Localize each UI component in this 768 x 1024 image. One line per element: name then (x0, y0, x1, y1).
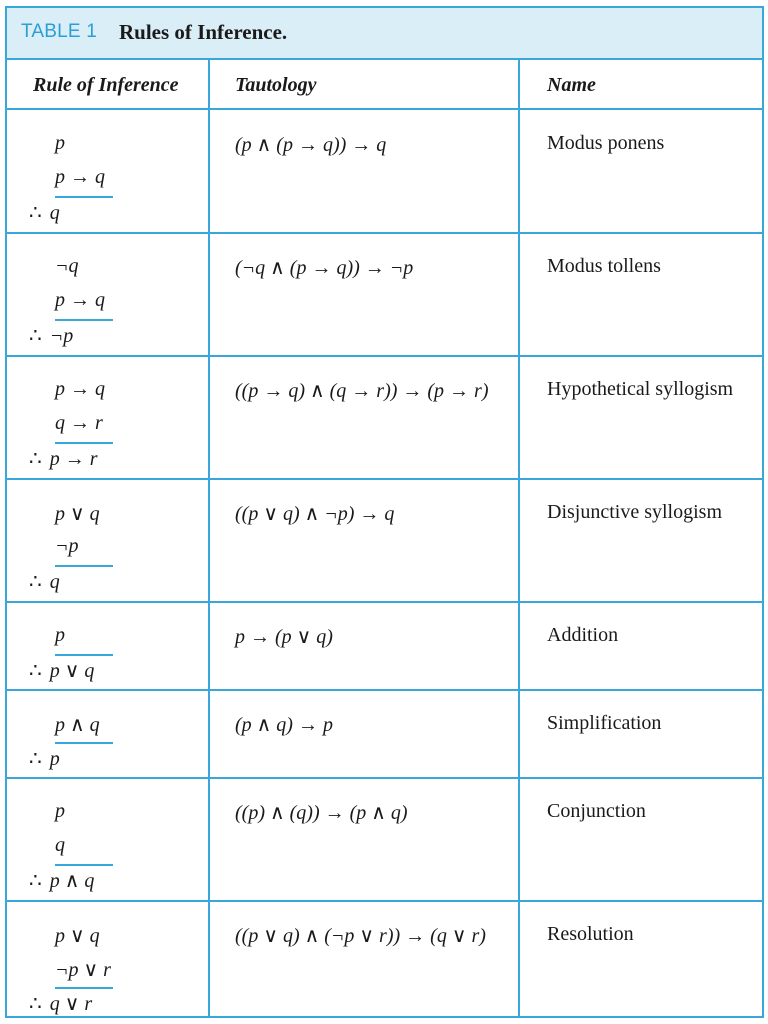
tautology: ((p ∨ q) ∧ ¬p) → q (235, 503, 395, 525)
column-header-rule: Rule of Inference (33, 74, 179, 96)
conclusion-text: p ∧ q (49, 870, 95, 892)
premise: p ∨ q (55, 925, 100, 947)
premise: ¬p (55, 535, 79, 557)
inference-line (55, 864, 113, 866)
tautology: ((p → q) ∧ (q → r)) → (p → r) (235, 380, 489, 402)
inference-line (55, 196, 113, 198)
row-divider (7, 355, 762, 357)
column-header-tautology: Tautology (235, 74, 317, 96)
table-row (7, 479, 762, 602)
inference-line (55, 442, 113, 444)
premise: p → q (55, 166, 105, 188)
table-title-bar (7, 8, 762, 60)
table-row (7, 110, 762, 233)
row-divider (7, 689, 762, 691)
therefore-symbol: ∴ (29, 748, 42, 770)
conclusion-text: q (49, 202, 60, 224)
rule-name: Resolution (547, 923, 634, 945)
conclusion-text: ¬p (49, 325, 74, 347)
conclusion (29, 991, 92, 1016)
tautology: (p ∧ q) → p (235, 714, 333, 736)
therefore-symbol: ∴ (29, 202, 42, 224)
premise: p ∨ q (55, 503, 100, 525)
tautology: ((p) ∧ (q)) → (p ∧ q) (235, 802, 408, 824)
premise: ¬q (55, 255, 79, 277)
conclusion (29, 868, 94, 893)
premise: p (55, 624, 65, 646)
table-row (7, 233, 762, 356)
rule-name: Simplification (547, 712, 662, 734)
premise: p (55, 132, 65, 154)
conclusion-text: q (49, 571, 60, 593)
table-row (7, 602, 762, 690)
table-row (7, 690, 762, 778)
conclusion (29, 323, 73, 348)
premise: ¬p ∨ r (55, 959, 111, 981)
premise: p ∧ q (55, 714, 100, 736)
therefore-symbol: ∴ (29, 325, 42, 347)
row-divider (7, 478, 762, 480)
rules-of-inference-table (5, 6, 764, 1018)
table-number-label: TABLE 1 (21, 21, 98, 42)
table-title: Rules of Inference. (119, 20, 288, 44)
conclusion-text: p ∨ q (49, 660, 95, 682)
conclusion (29, 446, 98, 471)
column-header-name: Name (547, 74, 596, 96)
rule-name: Hypothetical syllogism (547, 378, 734, 400)
conclusion (29, 658, 94, 683)
rule-name: Conjunction (547, 800, 646, 822)
inference-line (55, 987, 113, 989)
tautology: p → (p ∨ q) (235, 626, 333, 648)
rule-name: Disjunctive syllogism (547, 501, 722, 523)
rule-name: Modus tollens (547, 255, 661, 277)
conclusion-text: p (49, 748, 60, 770)
table-row (7, 901, 762, 1016)
conclusion (29, 569, 60, 594)
therefore-symbol: ∴ (29, 870, 42, 892)
rule-name: Modus ponens (547, 132, 665, 154)
premise: p (55, 800, 65, 822)
inference-line (55, 654, 113, 656)
row-divider (7, 900, 762, 902)
therefore-symbol: ∴ (29, 571, 42, 593)
row-divider (7, 777, 762, 779)
conclusion (29, 746, 60, 771)
inference-line (55, 319, 113, 321)
premise: p → q (55, 378, 105, 400)
table-row (7, 356, 762, 479)
therefore-symbol: ∴ (29, 993, 42, 1015)
inference-line (55, 565, 113, 567)
conclusion (29, 200, 60, 225)
inference-line (55, 742, 113, 744)
conclusion-text: q ∨ r (49, 993, 93, 1015)
rule-name: Addition (547, 624, 619, 646)
tautology: (p ∧ (p → q)) → q (235, 134, 387, 156)
premise: q → r (55, 412, 103, 434)
row-divider (7, 232, 762, 234)
table-row (7, 778, 762, 901)
premise: p → q (55, 289, 105, 311)
therefore-symbol: ∴ (29, 448, 42, 470)
conclusion-text: p → r (49, 448, 98, 470)
tautology: (¬q ∧ (p → q)) → ¬p (235, 257, 414, 279)
header-divider (7, 108, 762, 110)
tautology: ((p ∨ q) ∧ (¬p ∨ r)) → (q ∨ r) (235, 925, 486, 947)
therefore-symbol: ∴ (29, 660, 42, 682)
premise: q (55, 834, 65, 856)
row-divider (7, 601, 762, 603)
